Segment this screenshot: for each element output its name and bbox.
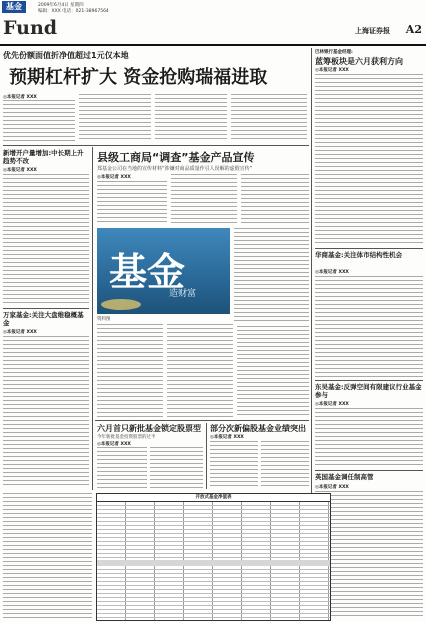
bottom-story2-title: 部分次新偏股基金业绩突出	[210, 424, 306, 433]
upper-right-byline: ◎本报记者 XXX	[315, 68, 349, 73]
right-article2-body	[315, 408, 423, 468]
center-body-right	[234, 228, 309, 323]
lead-byline: ◎本报记者 XXX	[3, 95, 37, 100]
fund-nav-table	[96, 493, 331, 621]
bottom-story1-col1	[97, 447, 147, 489]
bottom-story1-sub: 今年新批基金投资股票的过半	[97, 435, 156, 440]
section-title: Fund	[3, 17, 58, 39]
left-bottom-body	[3, 493, 92, 618]
lead-kicker: 优先份额面值折净值超过1元仅本地	[3, 51, 129, 60]
upper-right-title: 蓝筹板块是六月获利方向	[315, 57, 403, 66]
page-number: A2	[405, 23, 422, 36]
bottom-story2-col2	[261, 441, 309, 489]
center-title: 县级工商局“调查”基金产品宣传	[97, 151, 255, 164]
upper-right-body	[315, 74, 423, 246]
left-article1-title: 新增开户量增加:中长期上升趋势不改	[3, 149, 84, 165]
lead-body-col3	[155, 94, 227, 142]
issue-date: 2009年6月4日 星期四	[38, 3, 84, 8]
editor-line: 编辑：XXX 电话：021-38967564	[38, 9, 109, 14]
left-article1-body	[3, 174, 89, 304]
left-article2-byline: ◎本报记者 XXX	[3, 330, 37, 335]
left-article2-title: 万家基金:关注大盘维稳概基金	[3, 311, 84, 327]
right-article1-body	[315, 276, 423, 378]
right-article3-byline: ◎本报记者 XXX	[315, 485, 349, 490]
photo-text-caifu: 造财富	[169, 289, 197, 299]
bottom-story2-col1	[210, 441, 258, 489]
lead-body-col2	[79, 94, 151, 142]
center-subtitle: 郑基金公司在当地的宣传材料“涉嫌对商品质量作引人误解的虚假宣传”	[97, 166, 253, 172]
right-divider-3	[315, 470, 423, 471]
coin-shape	[101, 299, 141, 310]
bottom-story1-byline: ◎本报记者 XXX	[97, 442, 131, 447]
bottom-story1-title: 六月首只新批基金锁定股票型	[97, 424, 201, 433]
table-title: 开放式基金净值表	[97, 494, 330, 502]
center-body-col3-bottom	[237, 326, 309, 418]
fund-photo	[97, 228, 230, 314]
masthead	[0, 0, 426, 46]
left-article1-byline: ◎本报记者 XXX	[3, 168, 37, 173]
upper-right-kicker: 巴林银行基金经理:	[315, 50, 353, 55]
right-article2-byline: ◎本报记者 XXX	[315, 402, 349, 407]
lead-divider	[3, 145, 309, 146]
right-article1-title: 华商基金:关注体市结构性机会	[315, 251, 403, 259]
bottom-story-rule	[206, 423, 207, 489]
paper-name: 上海证券报	[355, 26, 390, 35]
lead-body-col4	[231, 94, 307, 142]
center-byline: ◎本报记者 XXX	[97, 175, 131, 180]
right-divider-2	[315, 380, 423, 381]
lead-body-col1	[3, 100, 75, 142]
center-body-col2-top	[171, 174, 237, 225]
right-article3-title: 英国基金调任制高管	[315, 473, 374, 481]
center-body-col1-top	[97, 181, 167, 225]
center-body-col1-bottom	[97, 324, 163, 418]
left-article2-body	[3, 336, 89, 488]
bottom-story2-byline: ◎本报记者 XXX	[210, 435, 244, 440]
table-subheader-band	[97, 560, 330, 566]
center-body-col3-top	[241, 174, 309, 225]
left-column-rule	[92, 147, 93, 490]
right-divider-1	[315, 248, 423, 249]
lead-headline: 预期杠杆扩大 资金抢购瑞福进取	[9, 67, 268, 88]
photo-text-jijin: 基金	[109, 250, 186, 294]
right-article1-byline: ◎本报记者 XXX	[315, 270, 349, 275]
center-divider	[95, 420, 309, 421]
left-divider	[3, 308, 89, 309]
bottom-story1-col2	[150, 447, 203, 489]
right-article2-title: 东吴基金:反弹空间有限建议行业基金参与	[315, 383, 422, 399]
section-badge: 基金	[2, 1, 26, 13]
photo-caption: 资料图	[97, 317, 111, 322]
center-body-col2-bottom	[167, 324, 233, 418]
right-article3-body	[315, 491, 423, 618]
